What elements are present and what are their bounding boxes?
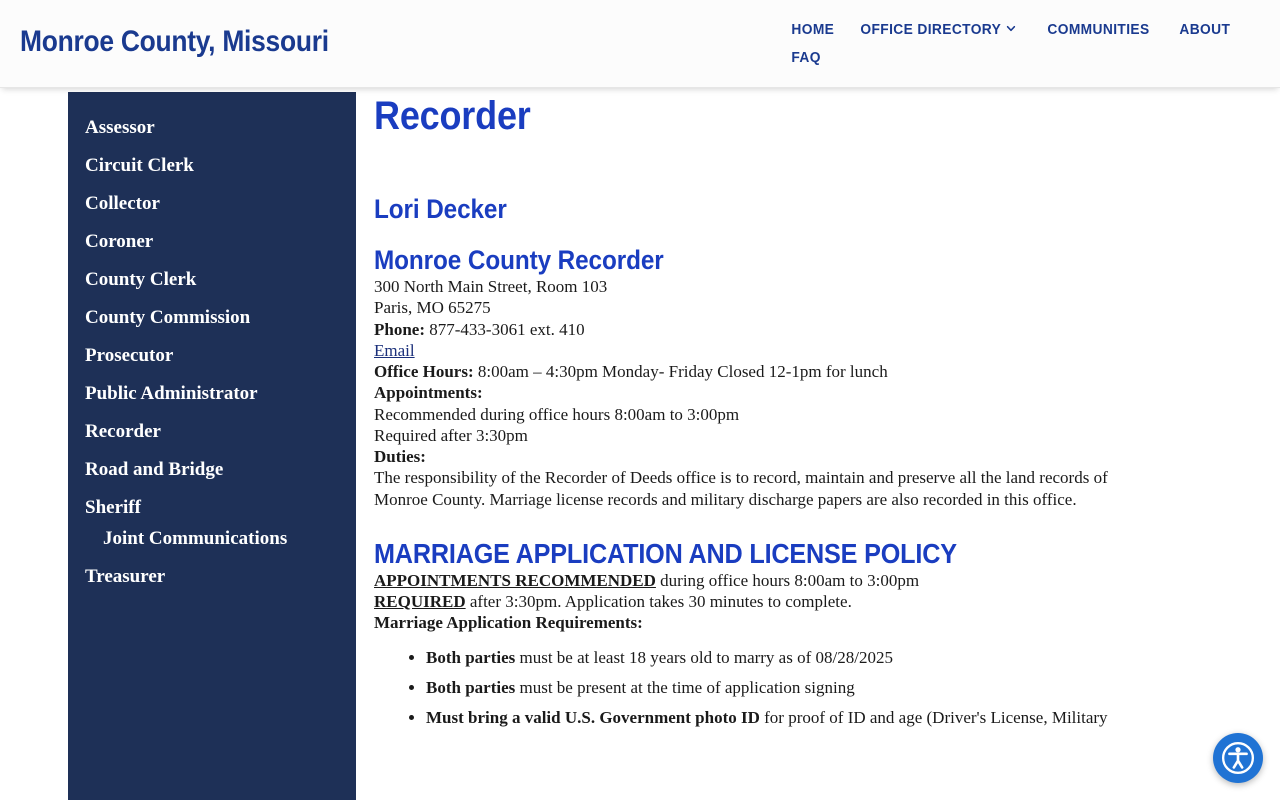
office-email-row [374, 340, 1164, 361]
marriage-policy-title: MARRIAGE APPLICATION AND LICENSE POLICY [374, 537, 957, 569]
appointments-block [374, 382, 1164, 446]
duties-label: Duties: [374, 447, 426, 466]
requirement-3-strong: Must bring a valid U.S. Government photo ID [426, 708, 760, 727]
sidebar-item-road-and-bridge[interactable]: Road and Bridge [85, 459, 224, 480]
policy-line-2-rest: after 3:30pm. Application takes 30 minutes to complete. [465, 592, 852, 611]
appointments-line-2: Required after 3:30pm [374, 425, 528, 445]
nav-item-faq[interactable] [780, 44, 832, 72]
nav-item-about-label: ABOUT [1179, 22, 1231, 38]
sidebar-item-circuit-clerk[interactable]: Circuit Clerk [85, 155, 194, 176]
address-line-2: Paris, MO 65275 [374, 298, 491, 318]
duties-block [374, 446, 1164, 510]
duties-line-2: Monroe County. Marriage license records and military discharge papers are also recorded in this office. [374, 489, 1077, 509]
sidebar-item-recorder[interactable]: Recorder [85, 421, 161, 442]
nav-item-home[interactable] [780, 16, 846, 44]
list-item [426, 677, 1164, 698]
sidebar-item-coroner[interactable]: Coroner [85, 231, 154, 252]
appointments-recommended-emphasis: APPOINTMENTS RECOMMENDED [374, 570, 656, 590]
appointments-label: Appointments: [374, 383, 483, 403]
nav-item-office-directory[interactable] [849, 16, 1027, 44]
duties-line-1: The responsibility of the Recorder of Deeds office is to record, maintain and preserve all the land records of [374, 468, 1108, 488]
main-navigation [780, 16, 1250, 72]
main-content [374, 88, 1164, 737]
office-hours-value: 8:00am – 4:30pm Monday- Friday Closed 12-1pm for lunch [473, 362, 888, 381]
accessibility-icon [1220, 740, 1256, 776]
phone-label: Phone: [374, 319, 425, 339]
requirement-2-rest: must be present at the time of application signing [515, 677, 855, 697]
site-title[interactable]: Monroe County, Missouri [20, 25, 329, 58]
nav-item-communities-label: COMMUNITIES [1047, 22, 1150, 38]
officer-role: Monroe County Recorder [374, 245, 664, 275]
list-item [426, 707, 1164, 728]
requirement-2-strong: Both parties [426, 677, 516, 697]
sidebar-item-joint-communications[interactable]: Joint Communications [103, 528, 288, 549]
nav-item-faq-label: FAQ [791, 50, 821, 66]
appointments-line-1: Recommended during office hours 8:00am to 3:00pm [374, 404, 740, 424]
nav-item-communities[interactable] [1036, 16, 1161, 44]
nav-item-office-directory-label: OFFICE DIRECTORY [860, 22, 1002, 38]
policy-line-1-rest: during office hours 8:00am to 3:00pm [655, 570, 920, 590]
page-body [0, 88, 1280, 800]
requirements-title-label: Marriage Application Requirements: [374, 613, 643, 633]
marriage-policy-note [374, 570, 1164, 613]
requirements-title [374, 612, 1164, 633]
sidebar-item-public-administrator[interactable]: Public Administrator [85, 383, 258, 404]
site-header [0, 0, 1280, 88]
sidebar-item-county-clerk[interactable]: County Clerk [85, 269, 197, 290]
required-emphasis: REQUIRED [374, 592, 466, 611]
sidebar-item-assessor[interactable]: Assessor [85, 117, 155, 138]
office-phone [374, 319, 1164, 340]
nav-item-home-label: HOME [791, 22, 835, 38]
requirement-1-rest: must be at least 18 years old to marry as of 08/28/2025 [515, 647, 893, 667]
requirement-3-rest: for proof of ID and age (Driver's License, Military [759, 708, 1108, 727]
sidebar-item-prosecutor[interactable]: Prosecutor [85, 345, 174, 366]
office-directory-sidebar [68, 92, 356, 800]
office-hours-label: Office Hours: [374, 362, 474, 381]
nav-item-about[interactable] [1168, 16, 1242, 44]
page-title: Recorder [374, 94, 531, 138]
phone-value: 877-433-3061 ext. 410 [425, 319, 585, 339]
office-hours [374, 361, 1164, 382]
accessibility-widget-button[interactable] [1213, 733, 1263, 783]
office-address [374, 276, 1164, 319]
marriage-requirements-list [374, 647, 1164, 729]
chevron-down-icon [1007, 24, 1016, 33]
sidebar-item-collector[interactable]: Collector [85, 193, 160, 214]
address-line-1: 300 North Main Street, Room 103 [374, 277, 608, 296]
list-item [426, 647, 1164, 668]
requirement-1-strong: Both parties [426, 647, 516, 667]
email-link[interactable]: Email [374, 340, 415, 360]
sidebar-item-treasurer[interactable]: Treasurer [85, 566, 166, 587]
sidebar-item-county-commission[interactable]: County Commission [85, 307, 251, 328]
sidebar-item-sheriff[interactable]: Sheriff [85, 497, 141, 518]
officer-name: Lori Decker [374, 194, 507, 224]
